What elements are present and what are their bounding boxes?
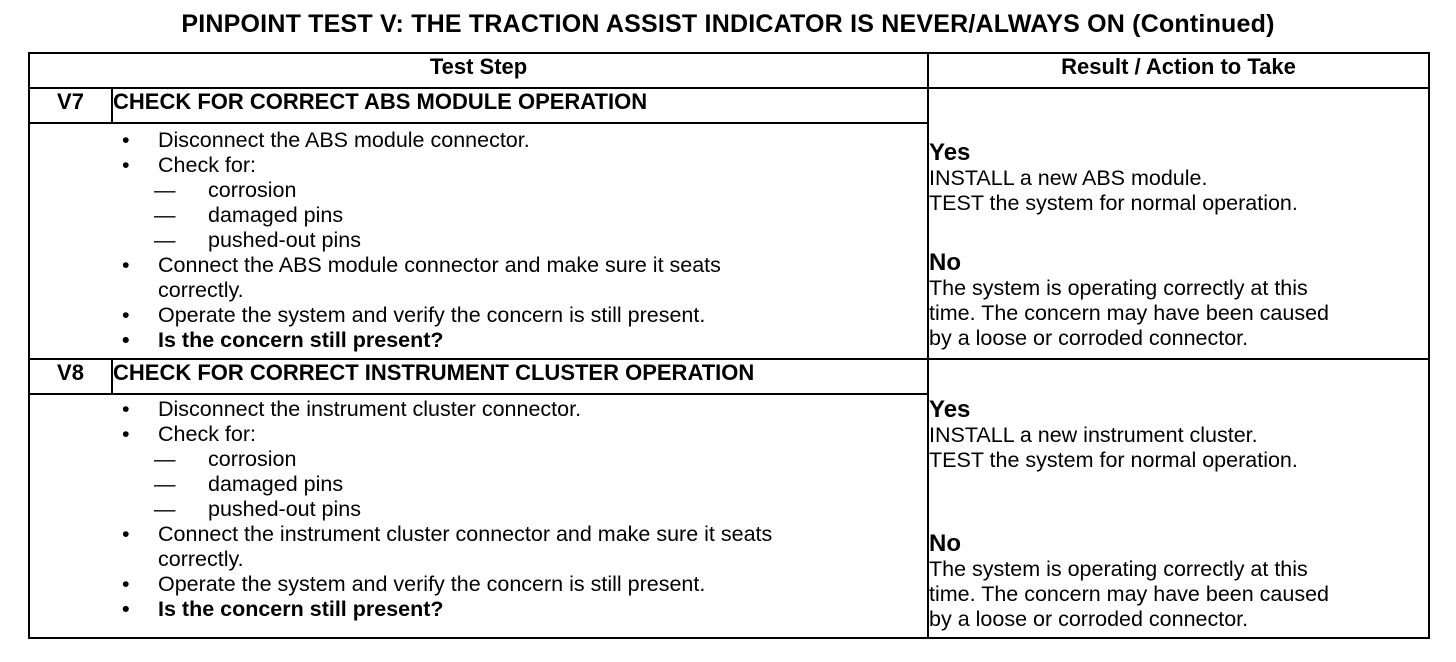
sub-list-item: — damaged pins: [154, 203, 344, 227]
sub-list-item: — damaged pins: [154, 472, 344, 496]
header-result: Result / Action to Take: [928, 53, 1429, 88]
list-item: • Connect the ABS module connector and make sure it seats: [122, 253, 721, 277]
bullet-icon: •: [122, 522, 130, 546]
result-no-text: time. The concern may have been caused: [929, 301, 1329, 325]
bullet-icon: •: [122, 153, 130, 177]
sub-list-item: — pushed-out pins: [154, 497, 361, 521]
dash-icon: —: [154, 178, 176, 202]
dash-icon: —: [154, 472, 176, 496]
result-yes-text: TEST the system for normal operation.: [929, 448, 1298, 472]
bullet-icon: •: [122, 572, 130, 596]
step-id-spacer: [29, 123, 112, 359]
bullet-icon: •: [122, 397, 130, 421]
step-v8-actions: [112, 394, 928, 638]
list-item: • Operate the system and verify the concern is still present.: [122, 572, 706, 596]
pinpoint-test-table: [28, 52, 1430, 639]
step-v8-title-row: [29, 359, 1429, 394]
bullet-icon: •: [122, 128, 130, 152]
bullet-icon: •: [122, 597, 130, 621]
step-id-spacer: [29, 394, 112, 638]
bullet-icon: •: [122, 303, 130, 327]
sub-list-item: — pushed-out pins: [154, 228, 361, 252]
header-test-step: Test Step: [29, 53, 928, 88]
list-item: • Check for:: [122, 153, 256, 177]
table-header-row: [29, 53, 1429, 88]
list-item-continuation: correctly.: [158, 547, 244, 571]
step-v8-result: [928, 359, 1429, 638]
step-id: V8: [29, 359, 112, 394]
result-no-text: time. The concern may have been caused: [929, 582, 1329, 606]
list-item: • Disconnect the instrument cluster connector.: [122, 397, 582, 421]
step-v7-result: [928, 88, 1429, 359]
page-title: PINPOINT TEST V: THE TRACTION ASSIST INDICATOR IS NEVER/ALWAYS ON (Continued): [181, 10, 1275, 38]
dash-icon: —: [154, 497, 176, 521]
list-item: • Disconnect the ABS module connector.: [122, 128, 530, 152]
step-v7-actions: [112, 123, 928, 359]
result-no-text: by a loose or corroded connector.: [929, 607, 1249, 631]
list-item-question: • Is the concern still present?: [122, 328, 444, 352]
list-item: • Operate the system and verify the concern is still present.: [122, 303, 706, 327]
result-yes-text: TEST the system for normal operation.: [929, 191, 1298, 215]
result-no-text: The system is operating correctly at this: [929, 276, 1308, 300]
result-yes-label: Yes: [929, 139, 971, 166]
result-no-text: The system is operating correctly at this: [929, 557, 1308, 581]
step-id: V7: [29, 88, 112, 123]
result-no-label: No: [929, 249, 962, 276]
result-no-text: by a loose or corroded connector.: [929, 326, 1249, 350]
list-item: • Connect the instrument cluster connector and make sure it seats: [122, 522, 773, 546]
step-v7-title-row: [29, 88, 1429, 123]
dash-icon: —: [154, 447, 176, 471]
step-heading: CHECK FOR CORRECT ABS MODULE OPERATION: [112, 88, 928, 123]
step-heading: CHECK FOR CORRECT INSTRUMENT CLUSTER OPERATION: [112, 359, 928, 394]
bullet-icon: •: [122, 328, 130, 352]
result-yes-text: INSTALL a new ABS module.: [929, 166, 1208, 190]
sub-list-item: — corrosion: [154, 447, 297, 471]
result-yes-label: Yes: [929, 396, 971, 423]
sub-list-item: — corrosion: [154, 178, 297, 202]
list-item-question: • Is the concern still present?: [122, 597, 444, 621]
list-item: • Check for:: [122, 422, 256, 446]
bullet-icon: •: [122, 422, 130, 446]
dash-icon: —: [154, 228, 176, 252]
result-yes-text: INSTALL a new instrument cluster.: [929, 423, 1258, 447]
bullet-icon: •: [122, 253, 130, 277]
result-no-label: No: [929, 530, 962, 557]
dash-icon: —: [154, 203, 176, 227]
list-item-continuation: correctly.: [158, 278, 244, 302]
